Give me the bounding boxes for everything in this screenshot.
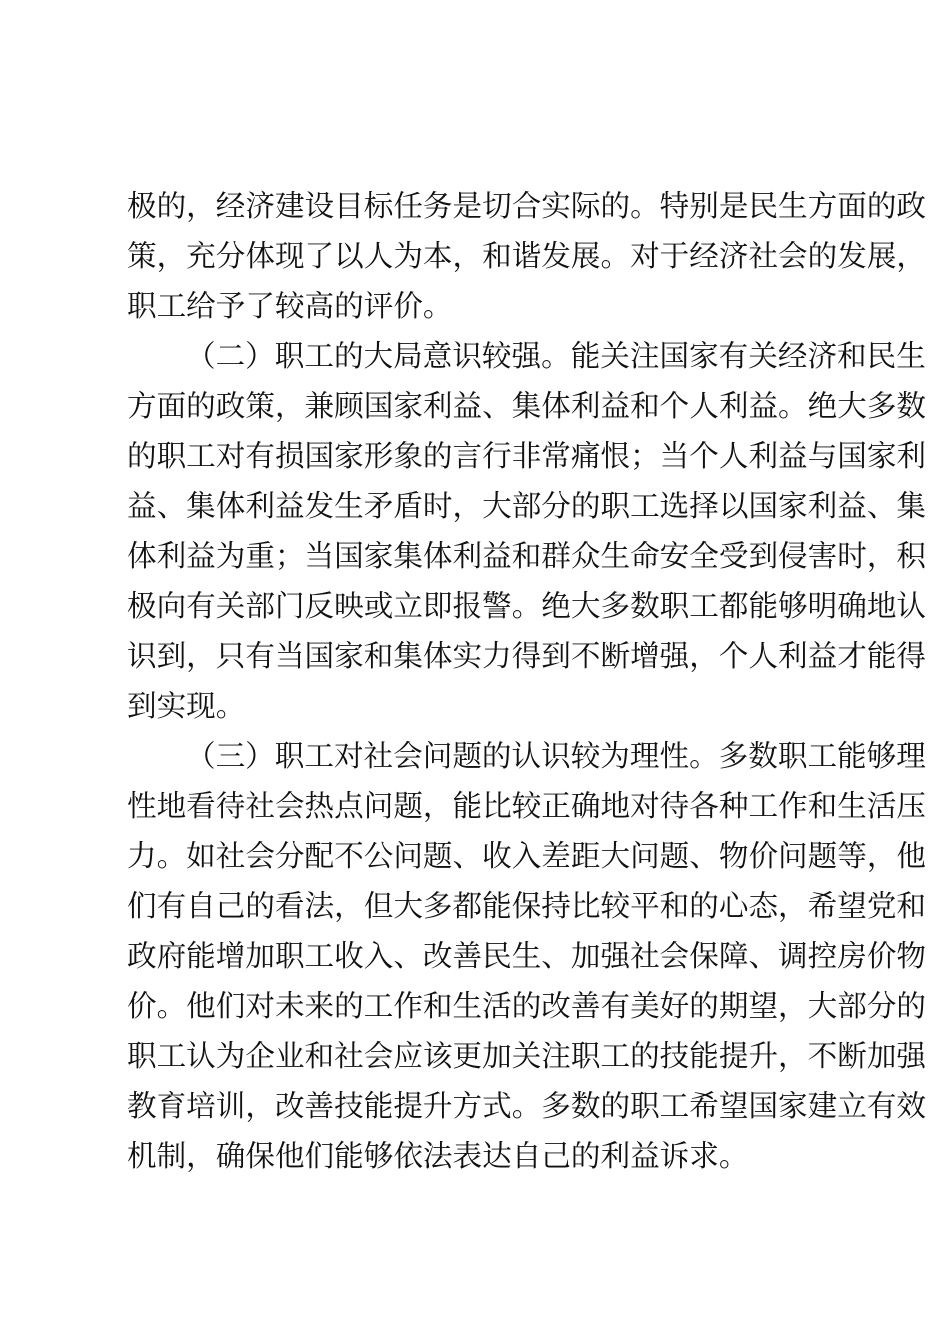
paragraph-first-line: （二）职工的大局意识较强。能关注国家有关经济和民生 (186, 339, 926, 373)
paragraph-line: 方面的政策，兼顾国家利益、集体利益和个人利益。绝大多数 (127, 389, 927, 423)
paragraph-line: 职工给予了较高的评价。 (127, 289, 453, 323)
paragraph-line: 识到，只有当国家和集体实力得到不断增强，个人利益才能得 (127, 639, 927, 673)
paragraph-line: 性地看待社会热点问题，能比较正确地对待各种工作和生活压 (127, 789, 927, 823)
paragraph-line: 力。如社会分配不公问题、收入差距大问题、物价问题等，他 (127, 839, 927, 873)
paragraph-2 (127, 331, 927, 731)
paragraph-first-line: （三）职工对社会问题的认识较为理性。多数职工能够理 (186, 739, 926, 773)
paragraph-line: 职工认为企业和社会应该更加关注职工的技能提升，不断加强 (127, 1039, 927, 1073)
paragraph-line: 益、集体利益发生矛盾时，大部分的职工选择以国家利益、集 (127, 489, 927, 523)
paragraph-3 (127, 731, 927, 1181)
paragraph-line: 机制，确保他们能够依法表达自己的利益诉求。 (127, 1139, 749, 1173)
paragraph-line: 极的，经济建设目标任务是切合实际的。特别是民生方面的政 (127, 189, 927, 223)
paragraph-1 (127, 181, 927, 331)
paragraph-line: 体利益为重；当国家集体利益和群众生命安全受到侵害时，积 (127, 539, 927, 573)
paragraph-line: 极向有关部门反映或立即报警。绝大多数职工都能够明确地认 (127, 589, 927, 623)
paragraph-line: 们有自己的看法，但大多都能保持比较平和的心态，希望党和 (127, 889, 927, 923)
paragraph-line: 价。他们对未来的工作和生活的改善有美好的期望，大部分的 (127, 989, 927, 1023)
paragraph-line: 的职工对有损国家形象的言行非常痛恨；当个人利益与国家利 (127, 439, 927, 473)
paragraph-line: 策，充分体现了以人为本，和谐发展。对于经济社会的发展， (127, 239, 927, 273)
paragraph-line: 政府能增加职工收入、改善民生、加强社会保障、调控房价物 (127, 939, 927, 973)
paragraph-line: 教育培训，改善技能提升方式。多数的职工希望国家建立有效 (127, 1089, 927, 1123)
paragraph-line: 到实现。 (127, 689, 246, 723)
